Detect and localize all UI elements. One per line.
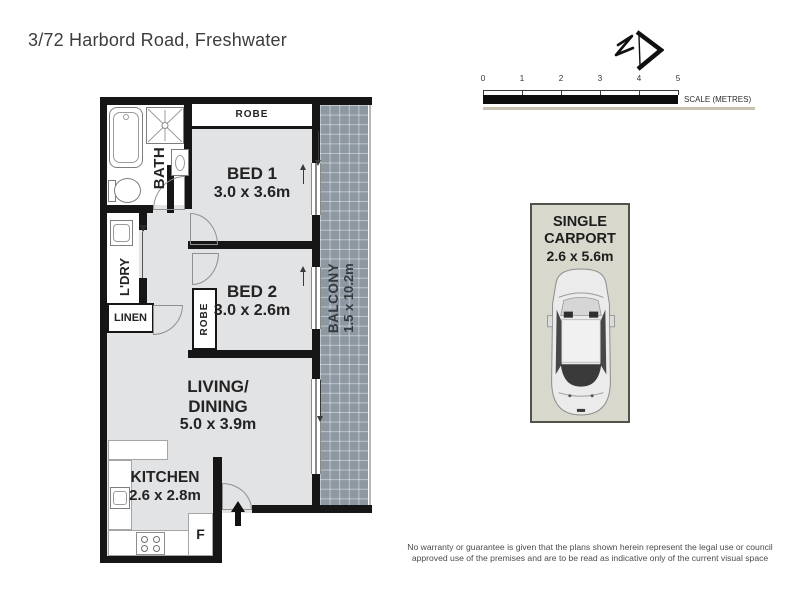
laundry-door-arrow bbox=[139, 225, 147, 232]
car-mirror-left bbox=[548, 316, 553, 327]
bed2-name: BED 2 bbox=[226, 281, 278, 301]
stove-burner bbox=[141, 545, 148, 552]
bathtub-drain bbox=[123, 114, 129, 120]
scale-tick-5: 5 bbox=[675, 74, 681, 83]
car-roof bbox=[562, 320, 601, 363]
kitchen-name: KITCHEN bbox=[130, 469, 200, 487]
scale-tick-2: 2 bbox=[558, 74, 564, 83]
laundry-door-stem bbox=[142, 232, 143, 278]
laundry-tub-basin bbox=[113, 224, 130, 242]
disclaimer-line2: approved use of the premises and are to be read as indicative only of the current visual space bbox=[411, 553, 769, 564]
scale-tick-3: 3 bbox=[597, 74, 603, 83]
robe-bed1-label: ROBE bbox=[235, 109, 269, 121]
bath-label bbox=[150, 133, 170, 203]
living-name-1: LIVING/ bbox=[187, 377, 249, 396]
car-cowl-right bbox=[589, 312, 598, 318]
wall-left bbox=[100, 97, 107, 563]
scale-tick-4: 4 bbox=[636, 74, 642, 83]
scale-tick-1: 1 bbox=[519, 74, 525, 83]
wall-balcony-seg4 bbox=[312, 474, 320, 513]
living-dims: 5.0 x 3.9m bbox=[179, 416, 257, 434]
kitchen-dims: 2.6 x 2.8m bbox=[129, 487, 201, 505]
sliding-door-bed1 bbox=[311, 163, 321, 215]
car-detail-dot bbox=[591, 394, 594, 397]
robe-bed2-text: ROBE bbox=[199, 302, 211, 336]
kitchen-label bbox=[115, 466, 215, 508]
laundry-label bbox=[115, 242, 135, 312]
car-mirror-right bbox=[609, 316, 614, 327]
stove-burner bbox=[141, 536, 148, 543]
bed1-label bbox=[192, 160, 312, 206]
laundry-text: L'DRY bbox=[117, 258, 133, 296]
balcony-name: BALCONY bbox=[326, 262, 341, 334]
carport-line2: CARPORT bbox=[544, 230, 616, 247]
carport bbox=[530, 203, 630, 423]
bath-text: BATH bbox=[151, 146, 169, 190]
bed2-label bbox=[192, 278, 312, 324]
bed1-dims: 3.0 x 3.6m bbox=[213, 183, 291, 201]
toilet-bowl bbox=[114, 178, 141, 203]
kitchen-counter-top bbox=[108, 440, 168, 460]
living-name-2: DINING bbox=[188, 396, 248, 416]
bathroom-sink bbox=[171, 149, 189, 176]
carport-dims: 2.6 x 5.6m bbox=[546, 247, 614, 264]
slide-arrow-down bbox=[317, 416, 323, 422]
linen-label: LINEN bbox=[114, 311, 147, 324]
disclaimer bbox=[370, 542, 800, 565]
wall-kitchen-bottom bbox=[100, 556, 222, 563]
bed2-dims: 3.0 x 2.6m bbox=[213, 301, 291, 319]
car-top-view bbox=[547, 267, 615, 417]
stove-burner bbox=[153, 545, 160, 552]
scale-tick-0: 0 bbox=[480, 74, 486, 83]
slide-arrow-down bbox=[315, 160, 321, 166]
fridge-space bbox=[188, 513, 213, 556]
living-label bbox=[148, 376, 288, 436]
bed1-name: BED 1 bbox=[226, 163, 278, 183]
scale-label: SCALE (METRES) bbox=[684, 95, 752, 104]
page-title: 3/72 Harbord Road, Freshwater bbox=[28, 30, 287, 50]
fridge-label: F bbox=[196, 526, 205, 543]
bathtub bbox=[109, 107, 143, 168]
stove bbox=[136, 532, 165, 555]
wall-laundry-b bbox=[139, 278, 147, 305]
entry-arrow-stem bbox=[235, 512, 241, 526]
balcony-railing bbox=[369, 105, 371, 505]
carport-line1: SINGLE bbox=[553, 214, 607, 231]
carport-label bbox=[532, 211, 628, 267]
car-detail-dot bbox=[568, 394, 571, 397]
slide-arrow-stem bbox=[318, 131, 319, 162]
car-badge bbox=[577, 409, 585, 412]
entry-arrow-head bbox=[231, 501, 245, 512]
balcony-label bbox=[319, 239, 363, 357]
car-cowl-left bbox=[564, 312, 573, 318]
robe-bed1 bbox=[192, 104, 312, 129]
stove-burner bbox=[153, 536, 160, 543]
bathroom-sink-basin bbox=[175, 155, 185, 171]
balcony-dims: 1.5 x 10.2m bbox=[341, 263, 356, 333]
wall-bath-bottom bbox=[107, 205, 153, 213]
slide-arrow-stem bbox=[320, 380, 321, 418]
disclaimer-line1: No warranty or guarantee is given that the plans shown herein represent the legal use or council bbox=[407, 542, 773, 552]
